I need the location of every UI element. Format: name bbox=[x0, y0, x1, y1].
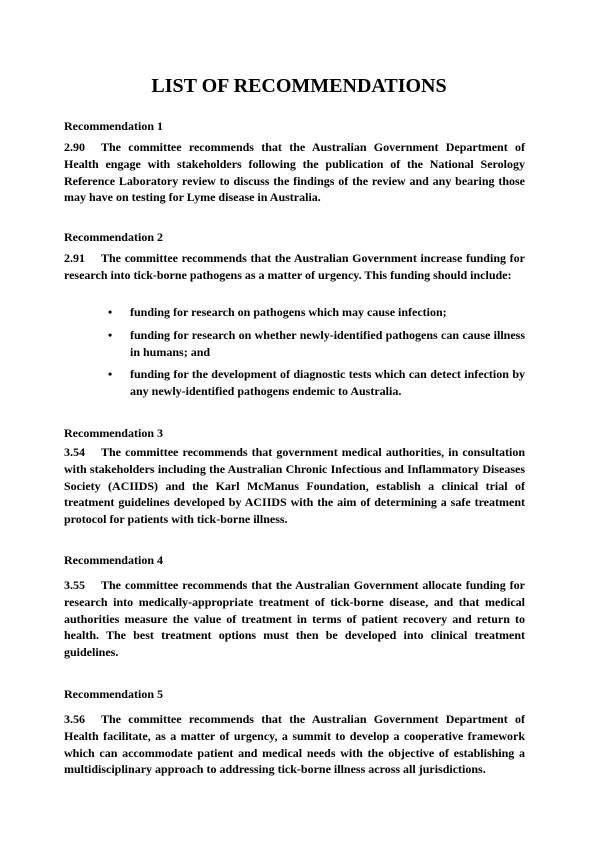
recommendation-5-heading: Recommendation 5 bbox=[64, 687, 163, 701]
paragraph-number: 2.91 bbox=[64, 251, 85, 265]
recommendation-3-paragraph bbox=[64, 444, 525, 528]
recommendation-1-heading: Recommendation 1 bbox=[64, 119, 163, 133]
bullet-icon: • bbox=[108, 305, 113, 319]
paragraph-text: The committee recommends that the Australian Government increase funding for research into tick-borne pathogens as a matter of urgency. This funding should include: bbox=[64, 251, 525, 282]
paragraph-number: 3.54 bbox=[64, 445, 85, 459]
paragraph-number: 3.56 bbox=[64, 712, 85, 726]
recommendation-5-paragraph bbox=[64, 711, 525, 778]
recommendation-2-paragraph bbox=[64, 250, 525, 284]
bullet-icon: • bbox=[108, 327, 113, 342]
paragraph-text: The committee recommends that the Australian Government Department of Health facilitate, as a matter of urgency, a summit to develop a cooperative framework which can accommodate patient and medical needs with the objective of establishing a multidisciplinary approach to addressing tick-borne illness across all jurisdictions. bbox=[64, 712, 525, 777]
recommendation-1-paragraph bbox=[64, 139, 525, 206]
page-title: LIST OF RECOMMENDATIONS bbox=[151, 75, 447, 97]
paragraph-text: The committee recommends that government medical authorities, in consultation with stakeholders including the Australian Chronic Infectious and Inflammatory Diseases Society (ACIIDS) and the Karl McManus Foundation, establish a clinical trial of treatment guidelines developed by ACIIDS with the aim of determining a safe treatment protocol for patients with tick-borne illness. bbox=[64, 445, 525, 527]
recommendation-4-heading: Recommendation 4 bbox=[64, 553, 163, 567]
paragraph-text: The committee recommends that the Australian Government allocate funding for research into medically-appropriate treatment of tick-borne disease, and that medical authorities measure the value of treatment in terms of patient recovery and return to health. The best treatment options must then be developed into clinical treatment guidelines. bbox=[64, 578, 525, 660]
recommendation-3-heading: Recommendation 3 bbox=[64, 426, 163, 440]
bullet-item: • funding for the development of diagnostic tests which can detect infection by any newly-identified pathogens endemic to Australia. bbox=[108, 367, 525, 399]
paragraph-text: The committee recommends that the Australian Government Department of Health engage with stakeholders following the publication of the National Serology Reference Laboratory review to discuss the findings of the review and any bearing those may have on testing for Lyme disease in Australia. bbox=[64, 140, 525, 205]
paragraph-number: 3.55 bbox=[64, 578, 85, 592]
bullet-item: • funding for research on pathogens which may cause infection; bbox=[108, 305, 447, 319]
paragraph-number: 2.90 bbox=[64, 140, 85, 154]
recommendation-2-bullet-list bbox=[64, 304, 525, 406]
recommendation-2-heading: Recommendation 2 bbox=[64, 230, 163, 244]
recommendation-4-paragraph bbox=[64, 577, 525, 661]
bullet-item: • funding for research on whether newly-identified pathogens can cause illness in humans; and bbox=[108, 327, 525, 359]
bullet-icon: • bbox=[108, 367, 113, 382]
